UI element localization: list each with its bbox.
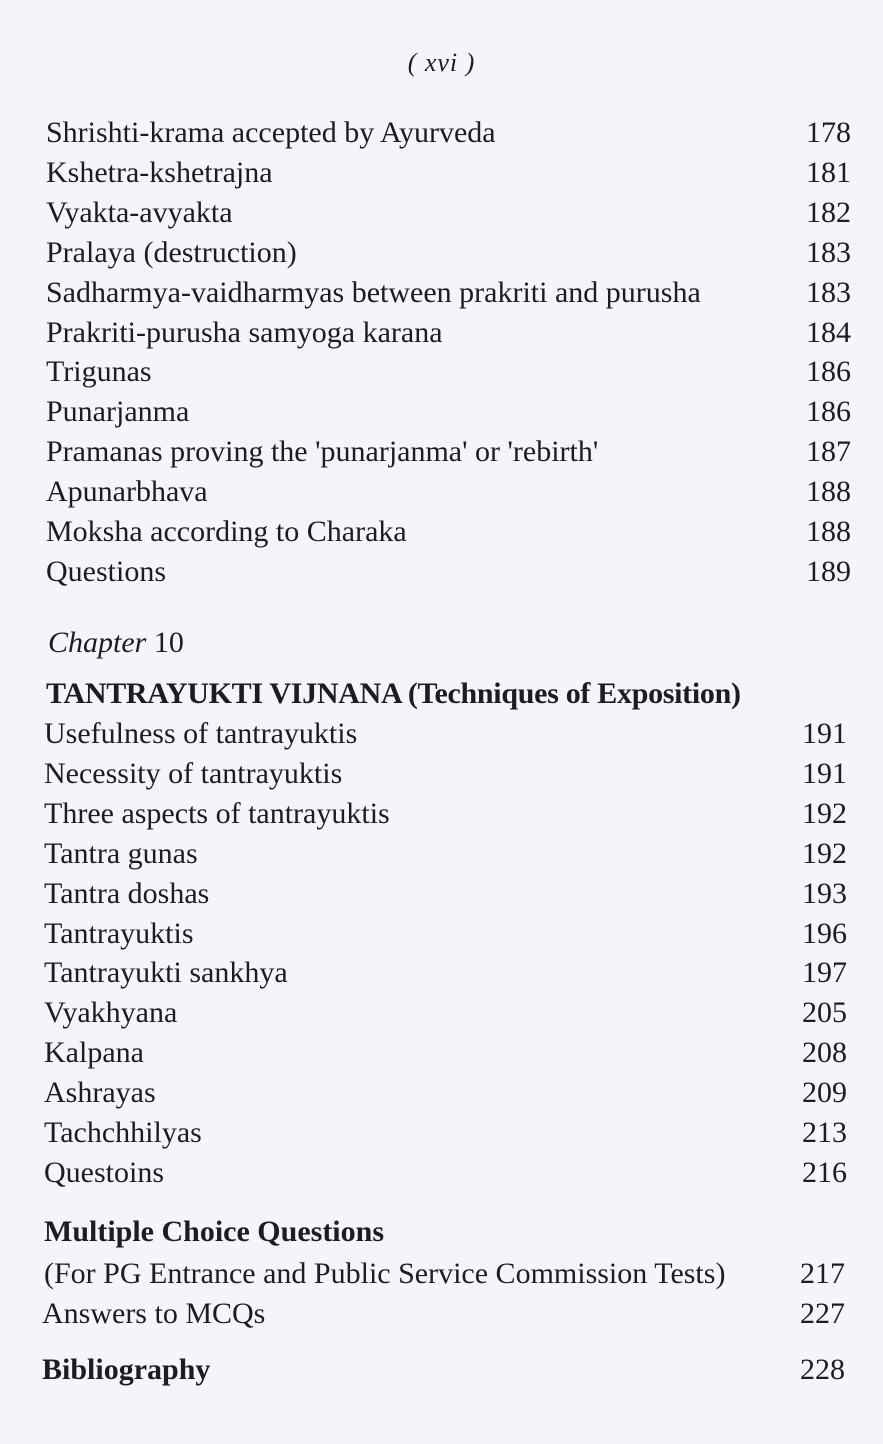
- toc-entry-page: 192: [802, 836, 847, 870]
- toc-entry: [46, 432, 851, 472]
- toc-entry-label: Punarjanma: [46, 395, 190, 429]
- toc-entry: [46, 113, 851, 153]
- toc-entry-label: Usefulness of tantrayuktis: [44, 717, 358, 750]
- bibliography-label: Bibliography: [42, 1353, 211, 1386]
- toc-entry-label: Trigunas: [46, 355, 152, 389]
- toc-entry-label: Apunarbhava: [46, 475, 208, 509]
- toc-entry: [44, 1254, 845, 1294]
- toc-entry-page: 205: [802, 996, 847, 1030]
- toc-entry-page: 197: [802, 956, 847, 990]
- toc-entry-page: 217: [800, 1257, 845, 1290]
- toc-entry-page: 193: [802, 876, 847, 910]
- toc-entry: [46, 273, 851, 313]
- toc-entry: [44, 953, 847, 993]
- toc-entry: [46, 352, 851, 392]
- toc-entry-bibliography: [42, 1350, 845, 1390]
- toc-entry: [46, 392, 851, 432]
- toc-entry-page: 192: [802, 796, 847, 830]
- toc-entry-page: 227: [800, 1297, 845, 1330]
- toc-entry-page: 178: [806, 116, 851, 149]
- toc-entry-page: 213: [802, 1116, 847, 1149]
- toc-entry-page: 187: [806, 435, 851, 469]
- toc-entry-page: 183: [806, 275, 851, 309]
- toc-entry-label: Kshetra-kshetrajna: [46, 155, 273, 189]
- toc-entry-label: (For PG Entrance and Public Service Commission Tests): [44, 1257, 726, 1290]
- toc-entry: [46, 193, 851, 233]
- toc-entry-page: 208: [802, 1036, 847, 1070]
- toc-entry-label: Pralaya (destruction): [46, 235, 297, 269]
- toc-entry-label: Tantra doshas: [44, 876, 210, 910]
- mcq-heading: Multiple Choice Questions: [44, 1215, 385, 1248]
- toc-entry-label: Tantrayuktis: [44, 916, 194, 950]
- toc-entry: [44, 1113, 847, 1153]
- toc-entry-page: 181: [806, 155, 851, 189]
- bibliography-page: 228: [800, 1353, 845, 1386]
- toc-entry-label: Vyakta-avyakta: [46, 195, 233, 229]
- toc-entry-page: 216: [802, 1155, 847, 1189]
- toc-entry-page: 183: [806, 235, 851, 269]
- toc-entry: [44, 714, 847, 754]
- toc-entry-page: 188: [806, 475, 851, 509]
- toc-entry: [46, 472, 851, 512]
- toc-entry-label: Vyakhyana: [44, 996, 178, 1030]
- toc-entry: [44, 754, 847, 794]
- toc-entry-label: Tantrayukti sankhya: [44, 956, 288, 990]
- toc-entry-label: Prakriti-purusha samyoga karana: [46, 315, 443, 349]
- toc-entry-page: 189: [806, 554, 851, 588]
- toc-entry: [46, 233, 851, 273]
- toc-entry: [44, 794, 847, 834]
- toc-entry-label: Kalpana: [44, 1036, 144, 1070]
- toc-entry: [44, 1153, 847, 1193]
- toc-entry: [46, 512, 851, 552]
- toc-entry-label: Shrishti-krama accepted by Ayurveda: [46, 116, 496, 149]
- toc-entry-label: Tantra gunas: [44, 836, 198, 870]
- page-number: ( xvi ): [407, 48, 476, 77]
- toc-entry-page: 191: [802, 756, 847, 790]
- toc-entry: [44, 874, 847, 914]
- toc-entry: [44, 834, 847, 874]
- toc-entry-label: Questions: [46, 554, 166, 588]
- toc-entry-label: Ashrayas: [44, 1076, 156, 1110]
- toc-entry: [46, 552, 851, 592]
- toc-entry-page: 182: [806, 195, 851, 229]
- chapter-word: Chapter: [48, 626, 147, 659]
- toc-entry-label: Tachchhilyas: [44, 1116, 202, 1149]
- toc-entry-page: 196: [802, 916, 847, 950]
- toc-entry-page: 186: [806, 355, 851, 389]
- toc-entry: [44, 914, 847, 954]
- toc-entry-label: Three aspects of tantrayuktis: [44, 796, 390, 830]
- chapter-label: [48, 623, 184, 663]
- toc-entry: [46, 153, 851, 193]
- toc-entry: [44, 1073, 847, 1113]
- chapter-number: 10: [153, 626, 184, 659]
- toc-entry-page: 184: [806, 315, 851, 349]
- toc-entry: [46, 313, 851, 353]
- toc-entry: [44, 993, 847, 1033]
- toc-entry-label: Answers to MCQs: [42, 1297, 266, 1330]
- toc-entry: [44, 1033, 847, 1073]
- toc-entry-page: 191: [802, 717, 847, 750]
- toc-entry-label: Necessity of tantrayuktis: [44, 756, 343, 790]
- toc-entry-label: Pramanas proving the 'punarjanma' or 'rebirth': [46, 435, 599, 469]
- toc-entry-label: Moksha according to Charaka: [46, 515, 407, 548]
- toc-entry-page: 186: [806, 395, 851, 429]
- toc-entry-page: 188: [806, 515, 851, 548]
- toc-entry: [42, 1294, 845, 1334]
- chapter-title: TANTRAYUKTI VIJNANA (Techniques of Exposition): [46, 677, 741, 710]
- toc-entry-label: Questoins: [44, 1155, 164, 1189]
- toc-entry-label: Sadharmya-vaidharmyas between prakriti and purusha: [46, 275, 701, 309]
- toc-entry-page: 209: [802, 1076, 847, 1110]
